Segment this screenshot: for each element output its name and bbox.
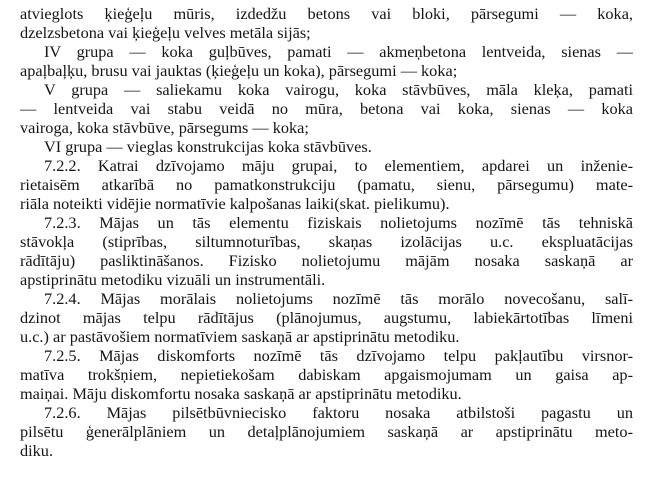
text-line-16: 7.2.4. Mājas morālais nolietojums nozīmē tās morālo novecošanu, salī- (44, 289, 633, 308)
text-line-17: dzinot mājas telpu rādītājus (plānojumus, augstumu, labiekārtotības līmeni (20, 308, 633, 327)
text-line-4: apaļbaļķu, brusu vai jauktas (ķieģeļu un koka), pārsegumi — koka; (20, 61, 458, 80)
text-line-6: — lentveida vai stabu veidā no mūra, betona vai koka, sienas — koka (20, 99, 633, 118)
text-line-3: IV grupa — koka guļbūves, pamati — akmeņbetona lentveida, sienas — (44, 42, 633, 61)
text-line-24: diku. (20, 441, 54, 460)
text-line-10: rietaisēm atkarībā no pamatkonstrukciju (pamatu, sienu, pārsegumu) mate- (20, 175, 633, 194)
text-line-12: 7.2.3. Mājas un tās elementu fiziskais nolietojums nozīmē tās tehniskā (44, 213, 633, 232)
text-line-21: maiņai. Māju diskomfortu nosaka saskaņā ar apstiprinātu metodiku. (20, 384, 462, 403)
text-line-9: 7.2.2. Katrai dzīvojamo māju grupai, to elementiem, apdarei un inženie- (44, 156, 633, 175)
text-line-13: stāvokļa (stiprības, siltumnoturības, skaņas izolācijas u.c. ekspluatācijas (20, 232, 633, 251)
text-line-23: pilsētu ģenerālplāniem un detaļplānojumiem saskaņā ar apstiprinātu meto- (20, 422, 633, 441)
text-line-19: 7.2.5. Mājas diskomforts nozīmē tās dzīvojamo telpu pakļautību virsnor- (44, 346, 633, 365)
text-line-15: apstiprinātu metodiku vizuāli un instrumentāli. (20, 270, 326, 289)
text-line-7: vairoga, koka stāvbūve, pārsegums — koka; (20, 118, 309, 137)
text-line-8: VI grupa — vieglas konstrukcijas koka stāvbūves. (44, 137, 372, 156)
text-line-2: dzelzsbetona vai ķieģeļu velves metāla sijās; (20, 23, 311, 42)
text-line-14: rādītāju) pasliktināšanos. Fizisko nolietojumu mājām nosaka saskaņā ar (20, 251, 633, 270)
text-line-1: atvieglots ķieģeļu mūris, izdedžu betons vai bloki, pārsegumi — koka, (20, 4, 633, 23)
text-line-5: V grupa — saliekamu koka vairogu, koka stāvbūves, māla kleķa, pamati (44, 80, 633, 99)
text-line-18: u.c.) ar pastāvošiem normatīviem saskaņā ar apstiprinātu metodiku. (20, 327, 460, 346)
text-line-11: riāla noteikti vidējie normatīvie kalpošanas laiki(skat. pielikumu). (20, 194, 450, 213)
text-line-22: 7.2.6. Mājas pilsētbūvnieciskо faktoru nosaka atbilstoši pagastu un (44, 403, 633, 422)
text-line-20: matīva trokšņiem, nepietiekošam dabiskam apgaismojumam un gaisa ap- (20, 365, 633, 384)
